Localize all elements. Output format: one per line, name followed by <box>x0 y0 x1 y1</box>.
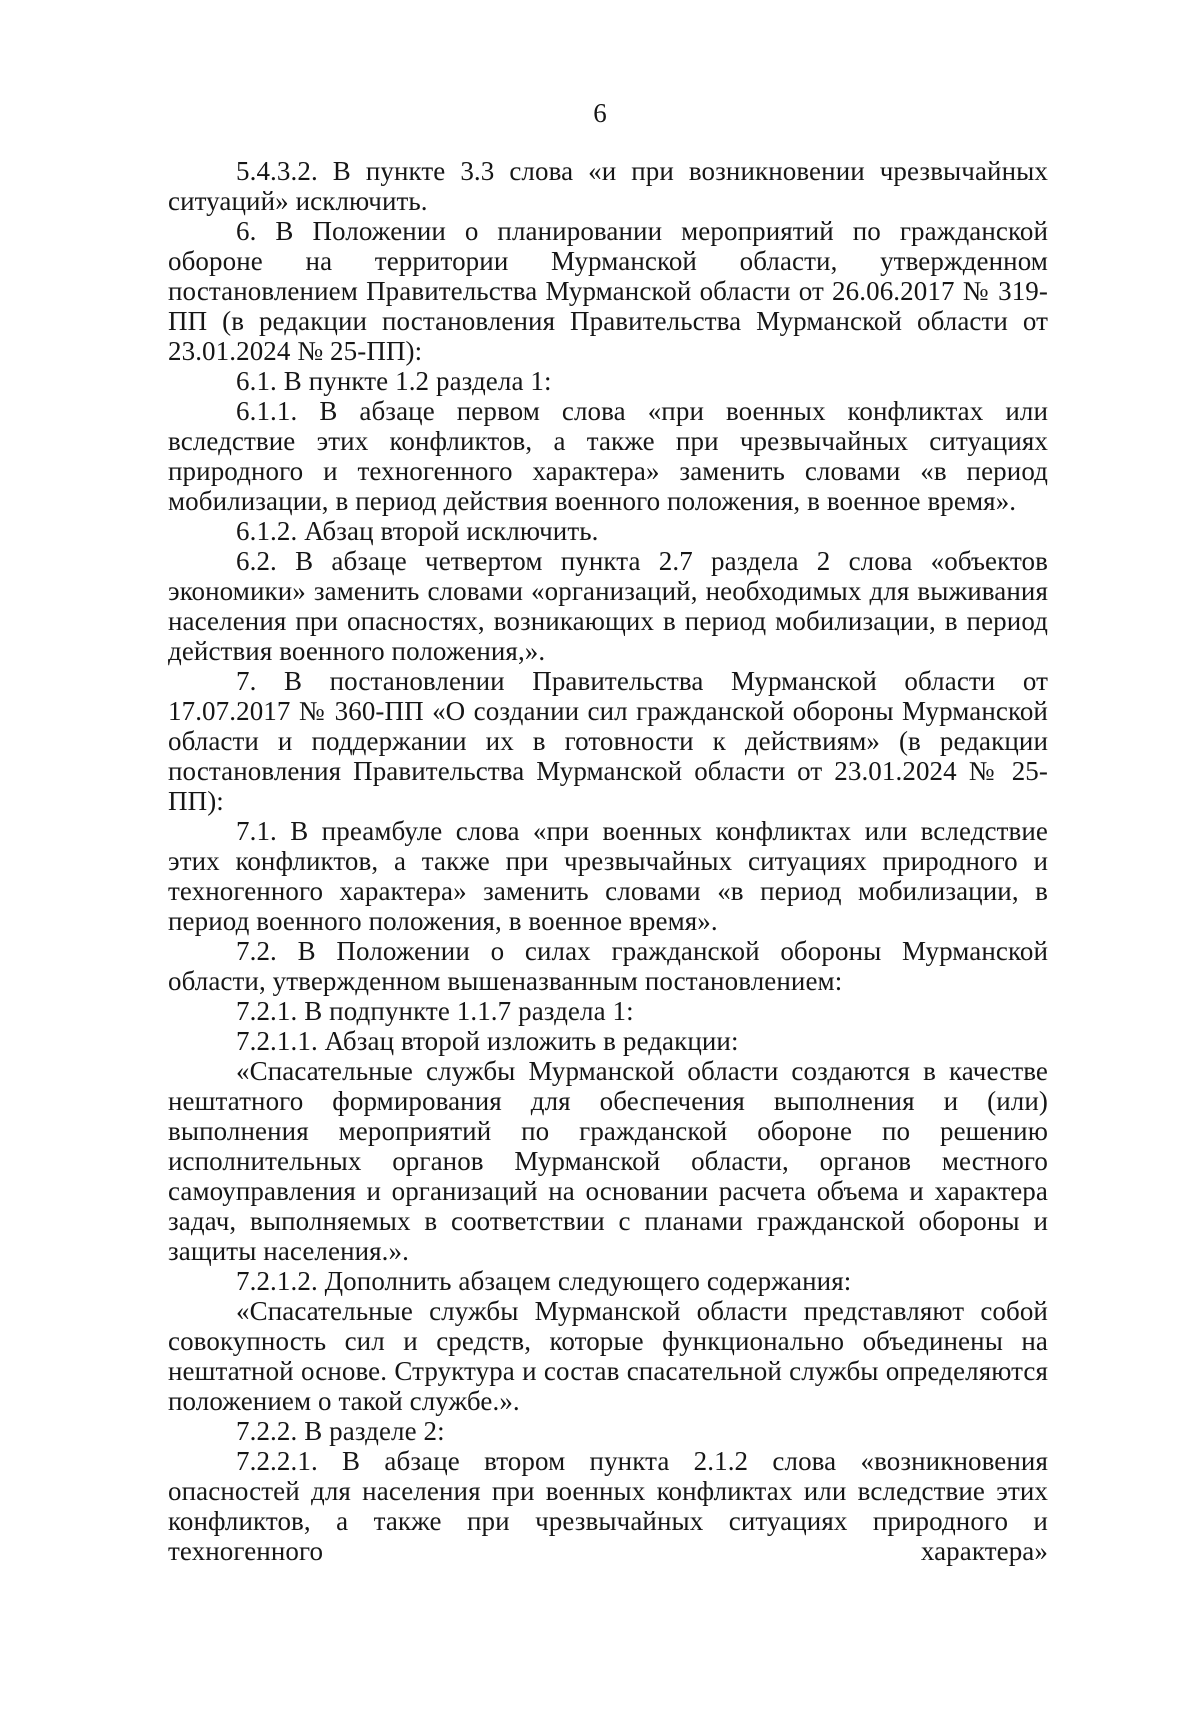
quoted-paragraph-rescue-services-composition: «Спасательные службы Мурманской области представляют собой совокупность сил и средств, которые функционально объединены на нештатной основе. Структура и состав спасательной службы определяются положением о такой службе.». <box>168 1296 1048 1416</box>
paragraph-6-1: 6.1. В пункте 1.2 раздела 1: <box>236 366 552 396</box>
paragraph-7-2-1-2: 7.2.1.2. Дополнить абзацем следующего содержания: <box>236 1266 852 1296</box>
paragraph-6-1-1: 6.1.1. В абзаце первом слова «при военных конфликтах или вследствие этих конфликтов, а также при чрезвычайных ситуациях природного и техногенного характера» заменить словами «в период мобилизации, в период действия военного положения, в военное время». <box>168 396 1048 516</box>
paragraph-6: 6. В Положении о планировании мероприятий по гражданской обороне на территории Мурманской области, утвержденном постановлением Правительства Мурманской области от 26.06.2017 № 319-ПП (в редакции постановления Правительства Мурманской области от 23.01.2024 № 25-ПП): <box>168 216 1048 366</box>
paragraph-7-2: 7.2. В Положении о силах гражданской обороны Мурманской области, утвержденном вышеназванным постановлением: <box>168 936 1048 996</box>
paragraph-7-2-1-1: 7.2.1.1. Абзац второй изложить в редакции: <box>236 1026 739 1056</box>
paragraph-7-2-1: 7.2.1. В подпункте 1.1.7 раздела 1: <box>236 996 634 1026</box>
paragraph-6-1-2: 6.1.2. Абзац второй исключить. <box>236 516 599 546</box>
page-number: 6 <box>593 98 607 128</box>
paragraph-5-4-3-2: 5.4.3.2. В пункте 3.3 слова «и при возникновении чрезвычайных ситуаций» исключить. <box>168 156 1048 216</box>
paragraph-7: 7. В постановлении Правительства Мурманской области от 17.07.2017 № 360-ПП «О создании сил гражданской обороны Мурманской области и поддержании их в готовности к действиям» (в редакции постановления Правительства Мурманской области от 23.01.2024 № 25-ПП): <box>168 666 1048 816</box>
quoted-paragraph-rescue-services-creation: «Спасательные службы Мурманской области создаются в качестве нештатного формирования для обеспечения выполнения и (или) выполнения мероприятий по гражданской обороне по решению исполнительных органов Мурманской области, органов местного самоуправления и организаций на основании расчета объема и характера задач, выполняемых в соответствии с планами гражданской обороны и защиты населения.». <box>168 1056 1048 1266</box>
paragraph-7-1: 7.1. В преамбуле слова «при военных конфликтах или вследствие этих конфликтов, а также при чрезвычайных ситуациях природного и техногенного характера» заменить словами «в период мобилизации, в период военного положения, в военное время». <box>168 816 1048 936</box>
paragraph-6-2: 6.2. В абзаце четвертом пункта 2.7 раздела 2 слова «объектов экономики» заменить словами «организаций, необходимых для выживания населения при опасностях, возникающих в период мобилизации, в период действия военного положения,». <box>168 546 1048 666</box>
paragraph-7-2-2: 7.2.2. В разделе 2: <box>236 1416 445 1446</box>
paragraph-7-2-2-1: 7.2.2.1. В абзаце втором пункта 2.1.2 слова «возникновения опасностей для населения при военных конфликтах или вследствие этих конфликтов, а также при чрезвычайных ситуациях природного и техногенного характера» <box>168 1446 1048 1566</box>
document-body <box>168 156 1048 1566</box>
